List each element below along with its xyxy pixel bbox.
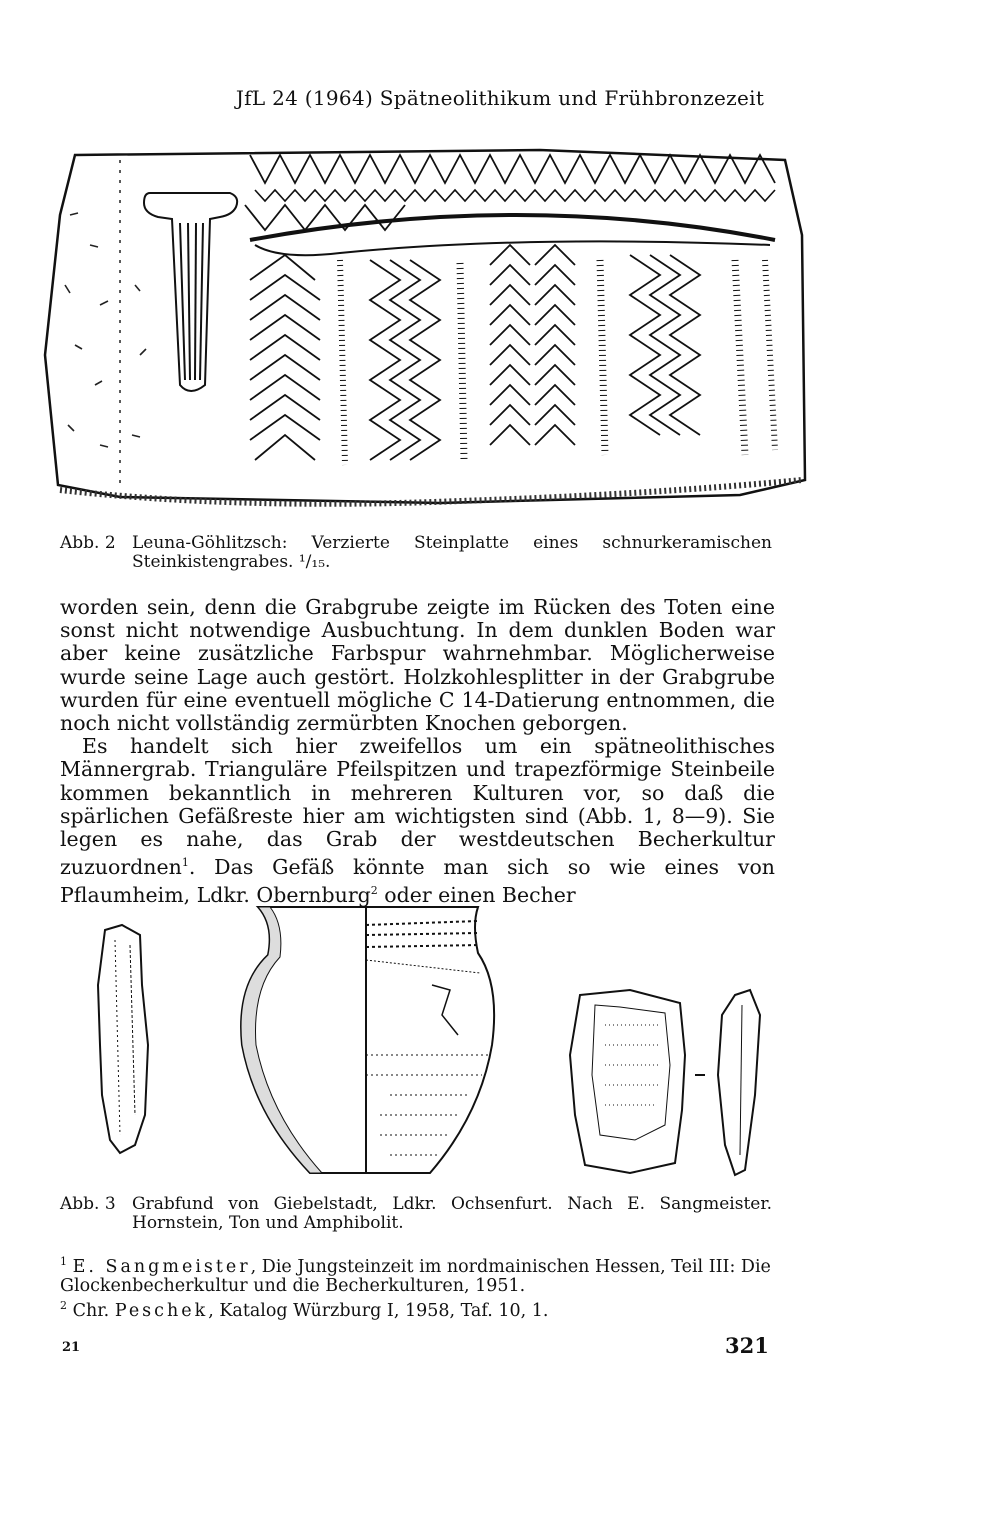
figure-3-caption: [60, 1195, 780, 1233]
footnote-2-author-first: Chr.: [72, 1300, 110, 1321]
paragraph-2: [60, 735, 775, 907]
figure-3-label: Abb. 3: [60, 1194, 116, 1214]
footnotes: [60, 1252, 775, 1321]
printer-signature: 21: [62, 1340, 81, 1355]
figure-2-caption: [60, 534, 780, 572]
page-number: 321: [725, 1333, 769, 1358]
figure-2-caption-text: Leuna-Göhlitzsch: Verzierte Steinplatte eines schnurkeramischen Steinkistengrabes. ¹/₁₅.: [132, 533, 772, 572]
running-title: JfL 24 (1964) Spätneolithikum und Frühbronzezeit: [235, 86, 765, 110]
footnote-ref-1[interactable]: 1: [181, 856, 189, 870]
footnote-ref-2[interactable]: 2: [370, 884, 378, 898]
paragraph-2-part-b: . Das Gefäß könnte man sich so wie eines von Pflaumheim, Ldkr. Obernburg: [60, 855, 775, 908]
paragraph-2-part-a: Es handelt sich hier zweifellos um ein spätneolithisches Männergrab. Trianguläre Pfeilspitzen und trapezförmige Steinbeile kommen bekanntlich in mehreren Kulturen vor, so daß die spärlichen Gefäßreste hier am wichtigsten sind (Abb. 1, 8—9). Sie legen es nahe, das Grab der westdeutschen Becherkultur zuzuordnen: [60, 734, 775, 880]
footnote-2-author: Peschek: [114, 1300, 209, 1321]
paragraph-2-part-c: oder einen Becher: [377, 883, 576, 908]
stone-axe-front-drawing: [570, 990, 685, 1173]
figure-3-grave-finds-illustration: [60, 895, 780, 1190]
figure-2-stone-slab-illustration: [40, 135, 810, 525]
paragraph-1: worden sein, denn die Grabgrube zeigte im Rücken des Toten eine sonst nicht notwendige Ausbuchtung. In dem dunklen Boden war aber keine zusätzliche Farbspur wahrnehmbar. Möglicherweise wurde seine Lage auch gestört. Holzkohlesplitter in der Grabgrube wurden für eine eventuell mögliche C 14-Datierung entnommen, die noch nicht vollständig zermürbten Knochen geborgen.: [60, 595, 775, 736]
footnote-1-marker: 1: [60, 1255, 67, 1268]
footnote-1-author: E. Sangmeister: [72, 1256, 251, 1277]
main-body-text: [60, 596, 775, 907]
flint-blade-drawing: [98, 925, 148, 1153]
figure-3-caption-text: Grabfund von Giebelstadt, Ldkr. Ochsenfurt. Nach E. Sangmeister. Hornstein, Ton und Amphibolit.: [132, 1194, 772, 1233]
figure-2-label: Abb. 2: [60, 533, 116, 553]
footnote-1-text: , Die Jungsteinzeit im nordmainischen Hessen, Teil III: Die Glockenbecherkultur und die Becherkulturen, 1951.: [60, 1256, 771, 1296]
footnote-2: [60, 1296, 775, 1321]
pottery-vessel-drawing: [241, 907, 494, 1173]
footnote-2-marker: 2: [60, 1298, 67, 1312]
stone-axe-side-drawing: [718, 990, 760, 1175]
footnote-2-text: , Katalog Würzburg I, 1958, Taf. 10, 1.: [208, 1300, 549, 1321]
footnote-1: [60, 1252, 775, 1296]
